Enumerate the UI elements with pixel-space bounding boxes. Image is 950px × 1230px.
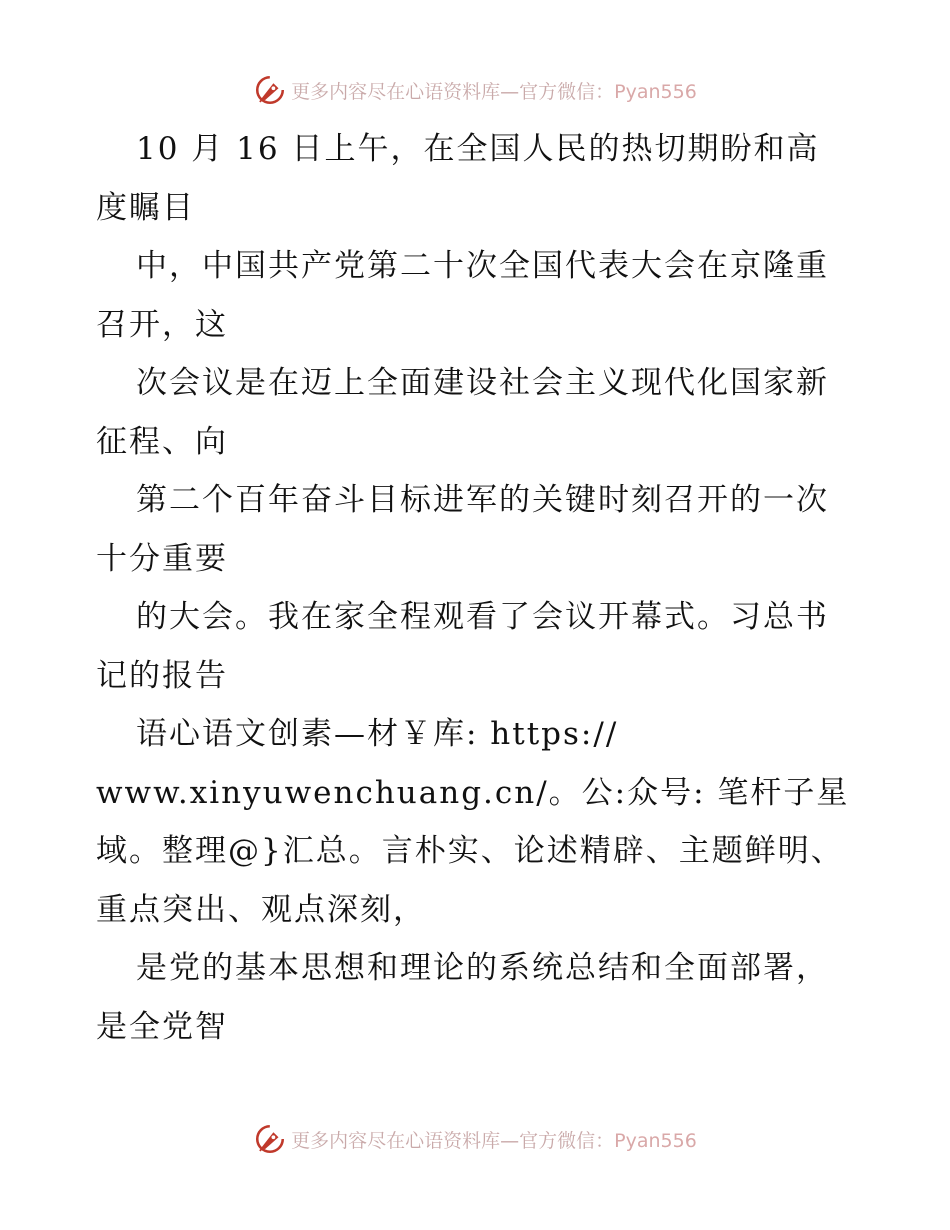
footer-watermark bbox=[0, 1119, 950, 1159]
text-line: 次会议是在迈上全面建设社会主义现代化国家新 bbox=[136, 365, 829, 401]
watermark-text: 更多内容尽在心语资料库—官方微信：Pyan556 bbox=[291, 80, 697, 103]
text-line: 第二个百年奋斗目标进军的关键时刻召开的一次 bbox=[136, 482, 829, 518]
document-body bbox=[96, 120, 876, 1056]
text-line: 10 月 16 日上午，在全国人民的热切期盼和高 bbox=[136, 131, 820, 167]
text-line: 中，中国共产党第二十次全国代表大会在京隆重 bbox=[136, 248, 829, 284]
text-line: 是党的基本思想和理论的系统总结和全面部署， bbox=[136, 950, 829, 986]
text-line: 召开，这 bbox=[96, 306, 228, 343]
pen-nib-logo-icon bbox=[253, 1122, 287, 1156]
text-line: 的大会。我在家全程观看了会议开幕式。习总书 bbox=[136, 599, 829, 635]
pen-nib-logo-icon bbox=[253, 73, 287, 107]
text-line: 征程、向 bbox=[96, 423, 228, 460]
watermark-text: 更多内容尽在心语资料库—官方微信：Pyan556 bbox=[291, 1129, 697, 1152]
text-line: www.xinyuwenchuang.cn/。公:众号: 笔杆子星 bbox=[96, 774, 850, 811]
text-line: 度瞩目 bbox=[96, 189, 195, 226]
text-line: 域。整理@}汇总。言朴实、论述精辟、主题鲜明、 bbox=[96, 833, 844, 869]
header-watermark bbox=[0, 70, 950, 110]
text-line: 记的报告 bbox=[96, 657, 228, 694]
text-line: 是全党智 bbox=[96, 1008, 228, 1045]
text-line: 十分重要 bbox=[96, 540, 228, 577]
text-line: 语心语文创素—材￥库: https:// bbox=[136, 716, 619, 752]
text-line: 重点突出、观点深刻， bbox=[96, 891, 426, 928]
